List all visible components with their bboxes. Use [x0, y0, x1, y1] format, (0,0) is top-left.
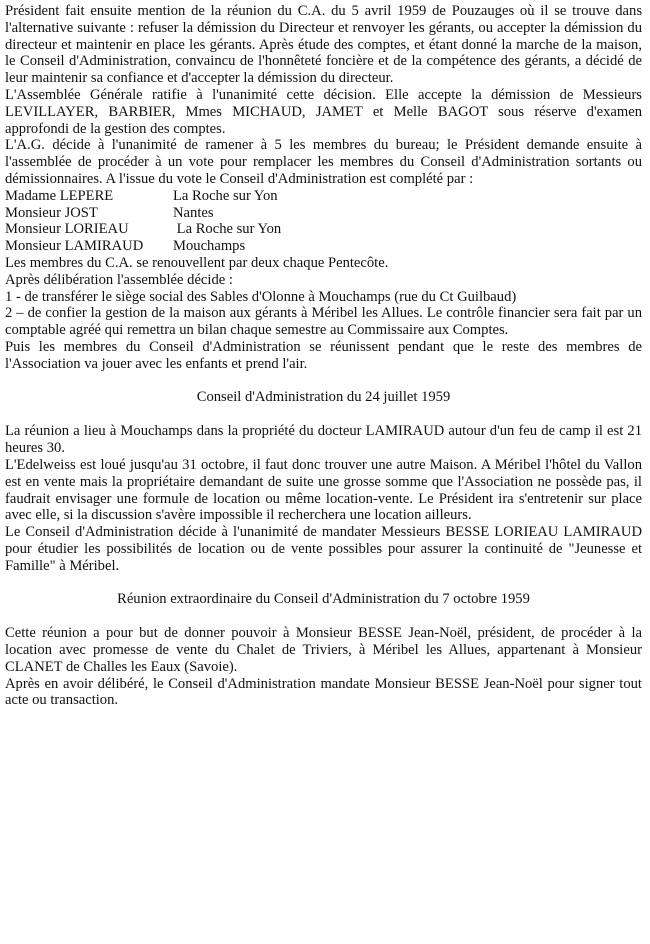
- member-row: [5, 205, 642, 222]
- section-paragraph: Le Conseil d'Administration décide à l'unanimité de mandater Messieurs BESSE LORIEAU LAMIRAUD pour étudier les possibilités de location ou de vente possibles pour assurer la continuité de "Jeunesse et Famille" à Méribel.: [5, 524, 642, 574]
- member-city: Mouchamps: [173, 238, 246, 255]
- decision-paragraph: Les membres du C.A. se renouvellent par deux chaque Pentecôte.: [5, 254, 389, 271]
- member-name: Madame LEPERE: [5, 187, 114, 204]
- section-paragraph: Après en avoir délibéré, le Conseil d'Administration mandate Monsieur BESSE Jean-Noël pour signer tout acte ou transaction.: [5, 675, 642, 709]
- members-list: [5, 188, 642, 255]
- member-city: Nantes: [173, 204, 214, 221]
- member-city: La Roche sur Yon: [173, 221, 282, 238]
- intro-paragraph: Président fait ensuite mention de la réunion du C.A. du 5 avril 1959 de Pouzauges où il se trouve dans l'alternative suivante : refuser la démission du Directeur et renvoyer les gérants, ou accepter la démission du directeur et maintenir en place les gérants. Après étude des comptes, et étant donné la marche de la maison, le Conseil d'Administration, convaincu de l'honnêteté foncière et de la compétence des gérants, a décidé de leur maintenir sa confiance et d'accepter la démission du directeur.: [5, 3, 642, 87]
- member-row: [5, 188, 642, 205]
- section-paragraph: L'Edelweiss est loué jusqu'au 31 octobre, il faut donc trouver une autre Maison. A Méribel l'hôtel du Vallon est en vente mais la propriétaire demandant de suite une grosse somme que l'Association ne possède pas, il faudrait envisager une formule de location ou même location-vente. Le Président ira s'entretenir sur place avec elle, si la discussion s'avère impossible il recherchera une location ailleurs.: [5, 456, 642, 524]
- section-paragraph: La réunion a lieu à Mouchamps dans la propriété du docteur LAMIRAUD autour d'un feu de camp il est 21 heures 30.: [5, 423, 642, 457]
- intro-paragraph: L'Assemblée Générale ratifie à l'unanimité cette décision. Elle accepte la démission de Messieurs LEVILLAYER, BARBIER, Mmes MICHAUD, JAMET et Melle BAGOT sous réserve d'examen approfondi de la gestion des comptes.: [5, 86, 642, 137]
- member-row: [5, 221, 642, 238]
- section-heading: Réunion extraordinaire du Conseil d'Administration du 7 octobre 1959: [117, 590, 530, 607]
- member-name: Monsieur LAMIRAUD: [5, 238, 144, 255]
- spacer: [5, 607, 642, 625]
- member-city: La Roche sur Yon: [173, 187, 278, 204]
- member-name: Monsieur LORIEAU: [5, 221, 129, 238]
- section-heading: Conseil d'Administration du 24 juillet 1959: [196, 388, 451, 405]
- decision-paragraph: Après délibération l'assemblée décide :: [5, 271, 233, 288]
- spacer: [5, 575, 642, 591]
- member-name: Monsieur JOST: [5, 204, 98, 221]
- spacer: [5, 405, 642, 423]
- section-paragraph: Cette réunion a pour but de donner pouvoir à Monsieur BESSE Jean-Noël, président, de procéder à la location avec promesse de vente du Chalet de Triviers, à Méribel les Allues, appartenant à Monsieur CLANET de Challes les Eaux (Savoie).: [5, 625, 642, 675]
- decision-paragraph: 1 - de transférer le siège social des Sables d'Olonne à Mouchamps (rue du Ct Guilbaud): [5, 288, 517, 305]
- decision-paragraph: 2 – de confier la gestion de la maison aux gérants à Méribel les Allues. Le contrôle financier sera fait par un comptable agréé qui remettra un bilan chaque semestre au Commissaire aux Comptes.: [5, 305, 642, 339]
- member-row: [5, 238, 642, 255]
- intro-paragraph: L'A.G. décide à l'unanimité de ramener à 5 les membres du bureau; le Président demande ensuite à l'assemblée de procéder à un vote pour remplacer les membres du Conseil d'Administration sortants ou démissionnaires. A l'issue du vote le Conseil d'Administration est complété par :: [5, 137, 642, 187]
- decision-paragraph: Puis les membres du Conseil d'Administration se réunissent pendant que le reste des membres de l'Association va jouer avec les enfants et prend l'air.: [5, 338, 642, 372]
- spacer: [5, 373, 642, 389]
